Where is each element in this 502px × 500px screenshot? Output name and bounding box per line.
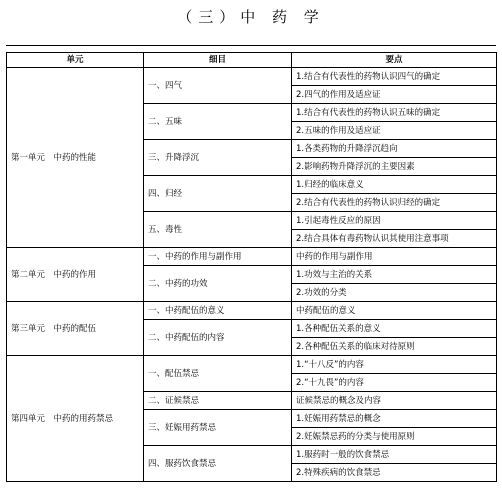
- item-cell: 一、配伍禁忌: [144, 356, 292, 392]
- point-cell: 1.各种配伍关系的意义: [292, 320, 497, 338]
- point-cell: 2.功效的分类: [292, 284, 497, 302]
- header-point: 要点: [292, 53, 497, 68]
- unit-cell: 第一单元 中药的性能: [7, 68, 144, 248]
- table-header-row: [7, 53, 497, 68]
- point-cell: 2.五味的作用及适应证: [292, 122, 497, 140]
- point-cell: 1.结合有代表性的药物认识五味的确定: [292, 104, 497, 122]
- point-cell: 2.四气的作用及适应证: [292, 86, 497, 104]
- point-cell: 1.各类药物的升降浮沉趋向: [292, 140, 497, 158]
- title-divider: [6, 45, 496, 46]
- unit-cell: 第二单元 中药的作用: [7, 248, 144, 302]
- table-row: [7, 248, 497, 266]
- unit-cell: 第三单元 中药的配伍: [7, 302, 144, 356]
- item-cell: 二、五味: [144, 104, 292, 140]
- point-cell: 证候禁忌的概念及内容: [292, 392, 497, 410]
- point-cell: 1.服药时一般的饮食禁忌: [292, 446, 497, 464]
- item-cell: 二、中药配伍的内容: [144, 320, 292, 356]
- unit-cell: 第四单元 中药的用药禁忌: [7, 356, 144, 482]
- table-row: [7, 302, 497, 320]
- table-row: [7, 68, 497, 86]
- point-cell: 2.结合具体有毒药物认识其使用注意事项: [292, 230, 497, 248]
- point-cell: 1.引起毒性反应的原因: [292, 212, 497, 230]
- page-title: （三）中 药 学: [177, 8, 325, 26]
- item-cell: 二、中药的功效: [144, 266, 292, 302]
- item-cell: 一、中药配伍的意义: [144, 302, 292, 320]
- point-cell: 2.结合有代表性的药物认识归经的确定: [292, 194, 497, 212]
- item-cell: 五、毒性: [144, 212, 292, 248]
- item-cell: 三、升降浮沉: [144, 140, 292, 176]
- item-cell: 四、归经: [144, 176, 292, 212]
- header-unit: 单元: [7, 53, 144, 68]
- item-cell: 三、妊娠用药禁忌: [144, 410, 292, 446]
- item-cell: 一、四气: [144, 68, 292, 104]
- point-cell: 1.功效与主治的关系: [292, 266, 497, 284]
- header-item: 细目: [144, 53, 292, 68]
- syllabus-table: [6, 52, 497, 482]
- item-cell: 二、证候禁忌: [144, 392, 292, 410]
- point-cell: 2.各种配伍关系的临床对待原则: [292, 338, 497, 356]
- table-row: [7, 356, 497, 374]
- item-cell: 四、服药饮食禁忌: [144, 446, 292, 482]
- point-cell: 中药的作用与副作用: [292, 248, 497, 266]
- point-cell: 2.影响药物升降浮沉的主要因素: [292, 158, 497, 176]
- point-cell: 1.结合有代表性的药物认识四气的确定: [292, 68, 497, 86]
- point-cell: 1.归经的临床意义: [292, 176, 497, 194]
- point-cell: 2.妊娠禁忌药的分类与使用原则: [292, 428, 497, 446]
- point-cell: 2.特殊疾病的饮食禁忌: [292, 464, 497, 482]
- point-cell: 2.“十九畏”的内容: [292, 374, 497, 392]
- point-cell: 1.妊娠用药禁忌的概念: [292, 410, 497, 428]
- point-cell: 中药配伍的意义: [292, 302, 497, 320]
- item-cell: 一、中药的作用与副作用: [144, 248, 292, 266]
- point-cell: 1.“十八反”的内容: [292, 356, 497, 374]
